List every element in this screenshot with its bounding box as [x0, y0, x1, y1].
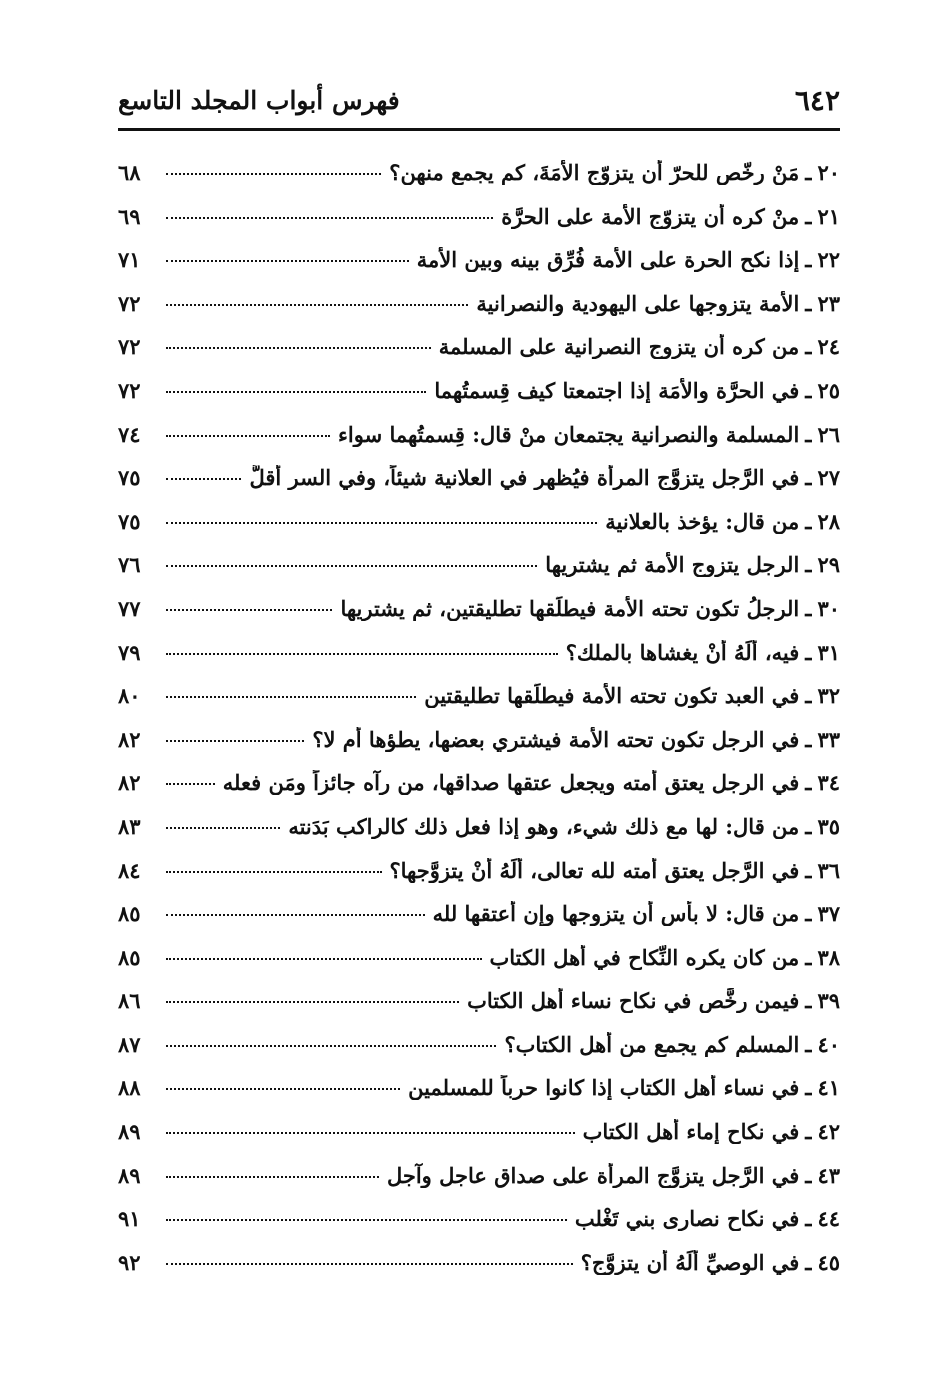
- toc-entry: [118, 683, 840, 727]
- entry-title: من قال: لا بأس أن يتزوجها وإن أعتقها لله: [432, 901, 800, 927]
- entry-title: الأمة يتزوجها على اليهودية والنصرانية: [476, 290, 800, 316]
- entry-page-number: ٧٢: [118, 290, 141, 316]
- entry-title: الرجلُ تكون تحته الأمة فيطلِّقها تطليقتين، ثم يشتريها: [340, 595, 800, 621]
- entry-number: ٣٦: [817, 857, 840, 883]
- toc-entry: [118, 160, 840, 204]
- entry-number: ٢٦: [817, 421, 840, 447]
- dot-leader: [166, 1263, 573, 1265]
- toc-entry: [118, 247, 840, 291]
- entry-page-number: ٨٧: [118, 1031, 141, 1057]
- entry-separator: ـ: [805, 1162, 812, 1188]
- entry-title: في العبد تكون تحته الأَمة فيطلِّقها تطليقتين: [424, 683, 800, 709]
- entry-number: ٣٢: [817, 683, 840, 709]
- entry-separator: ـ: [805, 465, 812, 491]
- dot-leader: [166, 1045, 496, 1047]
- dot-leader: [166, 565, 537, 567]
- dot-leader: [166, 347, 431, 349]
- entry-page-number: ٧٥: [118, 465, 141, 491]
- entry-title: في نكاح نصارى بني تَغْلب: [574, 1206, 800, 1232]
- entry-page-number: ٨٩: [118, 1119, 141, 1145]
- entry-number: ٣٠: [817, 595, 840, 621]
- entry-page-number: ٨٣: [118, 813, 141, 839]
- toc-entry: [118, 988, 840, 1032]
- entry-title: في الوصيِّ أَلَهُ أن يتزوَّج؟: [580, 1249, 800, 1275]
- entry-title: في الرَّجل يتزوَّج المرأة على صداق عاجل وآجل: [386, 1162, 800, 1188]
- dot-leader: [166, 478, 241, 480]
- dot-leader: [166, 1176, 379, 1178]
- dot-leader: [166, 391, 426, 393]
- entry-title: في الحرَّة والأَمَة إذا اجتمعتا كيف قِسمتُهما: [434, 377, 800, 403]
- entry-number: ٢٠: [817, 160, 840, 185]
- dot-leader: [166, 609, 332, 611]
- entry-separator: ـ: [805, 813, 812, 839]
- entry-separator: ـ: [805, 683, 812, 709]
- toc-entry: [118, 334, 840, 378]
- entry-number: ٢٥: [817, 377, 840, 403]
- dot-leader: [166, 435, 330, 437]
- entry-number: ٢٤: [817, 334, 840, 360]
- entry-page-number: ٨٨: [118, 1075, 141, 1101]
- running-title: فهرس أبواب المجلد التاسع: [118, 86, 400, 115]
- entry-separator: ـ: [805, 770, 812, 796]
- dot-leader: [166, 1001, 459, 1003]
- toc-entry: [118, 1119, 840, 1163]
- entry-page-number: ٧٤: [118, 421, 141, 447]
- toc-entry: [118, 640, 840, 684]
- toc-entry: [118, 596, 840, 640]
- entry-number: ٢٧: [817, 465, 840, 491]
- toc-entry: [118, 552, 840, 596]
- toc-entry: [118, 945, 840, 989]
- entry-number: ٣٥: [817, 813, 840, 839]
- entry-page-number: ٧٢: [118, 334, 141, 360]
- entry-separator: ـ: [805, 552, 812, 578]
- toc-entry: [118, 1163, 840, 1207]
- entry-number: ٣٧: [817, 901, 840, 927]
- dot-leader: [166, 522, 597, 524]
- entry-title: في الرجل تكون تحته الأمة فيشتري بعضها، يطؤها أم لا؟: [312, 726, 800, 752]
- entry-separator: ـ: [805, 508, 812, 534]
- page-number: ٦٤٢: [794, 84, 840, 117]
- entry-separator: ـ: [805, 857, 812, 883]
- entry-page-number: ٧٢: [118, 377, 141, 403]
- entry-separator: ـ: [805, 1031, 812, 1057]
- entry-separator: ـ: [805, 988, 812, 1014]
- entry-page-number: ٨٢: [118, 770, 141, 796]
- entry-separator: ـ: [805, 944, 812, 970]
- toc-entry: [118, 770, 840, 814]
- entry-separator: ـ: [805, 160, 812, 185]
- entry-number: ٤٣: [817, 1162, 840, 1188]
- toc-entry: [118, 727, 840, 771]
- dot-leader: [166, 1088, 400, 1090]
- entry-separator: ـ: [805, 726, 812, 752]
- entry-number: ٢١: [817, 203, 840, 229]
- entry-separator: ـ: [805, 290, 812, 316]
- dot-leader: [166, 173, 381, 175]
- dot-leader: [166, 217, 493, 219]
- entry-number: ٢٢: [817, 247, 840, 273]
- entry-page-number: ٧٥: [118, 508, 141, 534]
- dot-leader: [166, 696, 416, 698]
- entry-number: ٤٢: [817, 1119, 840, 1145]
- book-page: [118, 80, 840, 1320]
- toc-entry: [118, 422, 840, 466]
- entry-title: من قال: يؤخذ بالعلانية: [605, 508, 800, 534]
- entry-page-number: ٧٦: [118, 552, 141, 578]
- entry-number: ٣٩: [817, 988, 840, 1014]
- entry-page-number: ٨٩: [118, 1162, 141, 1188]
- entry-page-number: ٧٩: [118, 639, 141, 665]
- entry-title: إذا نكح الحرة على الأمة فُرِّق بينه وبين الأمة: [416, 247, 800, 273]
- entry-number: ٤٠: [817, 1031, 840, 1057]
- entry-number: ٣٤: [817, 770, 840, 796]
- entry-separator: ـ: [805, 901, 812, 927]
- entry-title: فيه، أَلَهُ أنْ يغشاها بالملك؟: [565, 639, 800, 665]
- entry-title: الرجل يتزوج الأمة ثم يشتريها: [545, 552, 800, 578]
- entry-title: في نكاح إماء أهل الكتاب: [582, 1119, 800, 1145]
- entry-page-number: ٧١: [118, 247, 141, 273]
- entry-number: ٤٤: [817, 1206, 840, 1232]
- entry-page-number: ٨٦: [118, 988, 141, 1014]
- page-header: [118, 80, 840, 124]
- entry-title: منْ كره أن يتزوّج الأمة على الحرَّة: [501, 203, 800, 229]
- toc-entry: [118, 1206, 840, 1250]
- toc-entry: [118, 204, 840, 248]
- toc-entry: [118, 858, 840, 902]
- entry-title: مَنْ رخّص للحرّ أن يتزوّج الأَمَةَ، كم يجمع منهن؟: [389, 160, 800, 185]
- entry-title: في نساء أهل الكتاب إذا كانوا حرباً للمسلمين: [408, 1075, 800, 1101]
- entry-page-number: ٦٨: [118, 160, 141, 185]
- entry-number: ٢٣: [817, 290, 840, 316]
- entry-separator: ـ: [805, 595, 812, 621]
- entry-page-number: ٧٧: [118, 595, 141, 621]
- dot-leader: [166, 914, 425, 916]
- toc-entry: [118, 1032, 840, 1076]
- entry-number: ٣١: [817, 639, 840, 665]
- dot-leader: [166, 740, 304, 742]
- entry-title: المسلم كم يجمع من أهل الكتاب؟: [504, 1031, 800, 1057]
- dot-leader: [166, 1132, 575, 1134]
- header-divider: [118, 128, 840, 131]
- entry-title: في الرَّجل يتزوَّج المرأة فيُظهر في العلانية شيئاً، وفي السر أقلَّ: [249, 465, 800, 491]
- dot-leader: [166, 827, 280, 829]
- entry-number: ٤٥: [817, 1249, 840, 1275]
- entry-title: في الرجل يعتق أمته ويجعل عتقها صداقها، من رآه جائزاً ومَن فعله: [222, 770, 800, 796]
- entry-title: في الرَّجل يعتق أمته لله تعالى، أَلَهُ أنْ يتزوَّجها؟: [389, 857, 800, 883]
- entry-number: ٤١: [817, 1075, 840, 1101]
- toc-entry: [118, 378, 840, 422]
- entry-separator: ـ: [805, 247, 812, 273]
- entry-separator: ـ: [805, 334, 812, 360]
- entry-separator: ـ: [805, 377, 812, 403]
- toc-entry: [118, 509, 840, 553]
- toc-entry: [118, 1250, 840, 1294]
- entry-title: من كان يكره النِّكاح في أهل الكتاب: [489, 944, 800, 970]
- entry-separator: ـ: [805, 203, 812, 229]
- toc-entry: [118, 901, 840, 945]
- entry-number: ٢٩: [817, 552, 840, 578]
- entry-title: المسلمة والنصرانية يجتمعان منْ قال: قِسمتُهما سواء: [338, 421, 800, 447]
- entry-separator: ـ: [805, 1249, 812, 1275]
- entry-number: ٢٨: [817, 508, 840, 534]
- dot-leader: [166, 653, 558, 655]
- dot-leader: [166, 783, 215, 785]
- dot-leader: [166, 1219, 567, 1221]
- entry-separator: ـ: [805, 1075, 812, 1101]
- entry-page-number: ٨٠: [118, 683, 141, 709]
- entry-separator: ـ: [805, 639, 812, 665]
- toc-entry: [118, 465, 840, 509]
- dot-leader: [166, 260, 409, 262]
- entry-number: ٣٣: [817, 726, 840, 752]
- entry-separator: ـ: [805, 421, 812, 447]
- table-of-contents: [118, 160, 840, 1293]
- entry-number: ٣٨: [817, 944, 840, 970]
- toc-entry: [118, 1075, 840, 1119]
- entry-page-number: ٨٤: [118, 857, 141, 883]
- entry-page-number: ٩٢: [118, 1249, 141, 1275]
- entry-title: من كره أن يتزوج النصرانية على المسلمة: [438, 334, 800, 360]
- entry-page-number: ٦٩: [118, 203, 141, 229]
- entry-page-number: ٨٢: [118, 726, 141, 752]
- entry-separator: ـ: [805, 1119, 812, 1145]
- entry-title: من قال: لها مع ذلك شيء، وهو إذا فعل ذلك كالراكب بَدَنته: [288, 813, 800, 839]
- toc-entry: [118, 814, 840, 858]
- entry-page-number: ٩١: [118, 1206, 141, 1232]
- entry-page-number: ٨٥: [118, 944, 141, 970]
- dot-leader: [166, 304, 468, 306]
- entry-separator: ـ: [805, 1206, 812, 1232]
- dot-leader: [166, 958, 482, 960]
- entry-title: فيمن رخَّص في نكاح نساء أهل الكتاب: [467, 988, 800, 1014]
- entry-page-number: ٨٥: [118, 901, 141, 927]
- toc-entry: [118, 291, 840, 335]
- dot-leader: [166, 871, 382, 873]
